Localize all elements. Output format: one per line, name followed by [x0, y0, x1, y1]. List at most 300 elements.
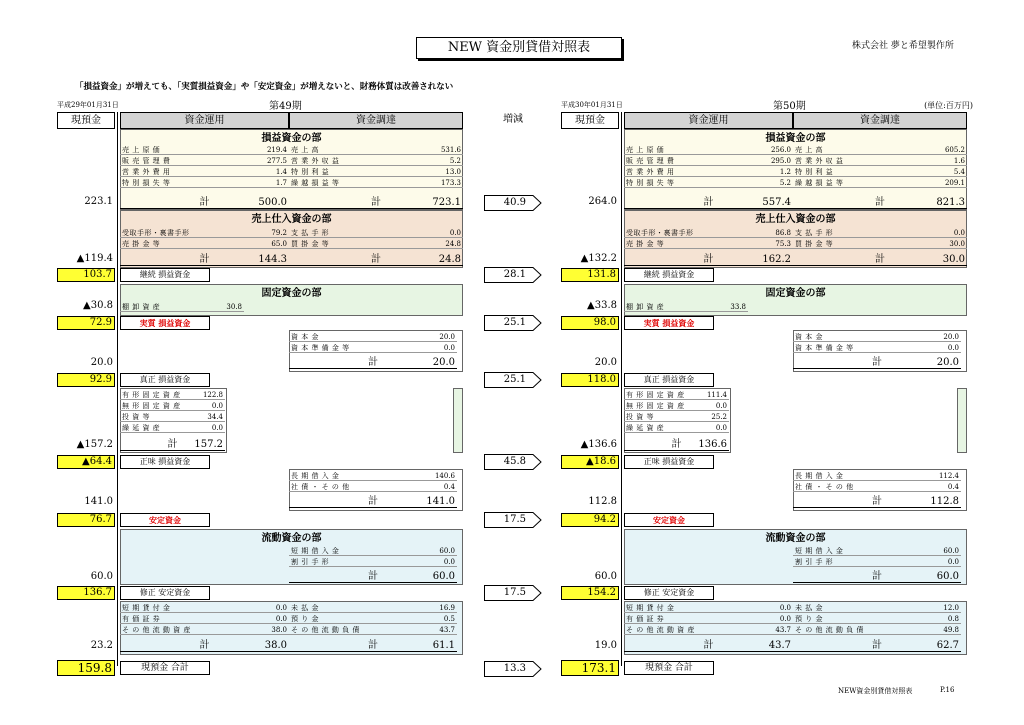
right-current1-src-total	[793, 570, 961, 583]
left-shusei-label: 修正 安定資金	[120, 586, 210, 600]
right-profit-src-3	[793, 178, 967, 188]
left-sales-src-total-label: 計	[371, 254, 381, 265]
left-longdebt-src-0-label: 長 期 借 入 金	[291, 472, 340, 480]
right-fixed-use-3-label: 繰 延 資 産	[626, 424, 665, 432]
left-current1-src-total	[289, 570, 457, 583]
change-genyokin: 13.3	[503, 663, 526, 674]
left-sales-use-0-label: 受取手形・裏書手形	[122, 229, 190, 237]
left-profit-use-3-label: 特 別 損 失 等	[122, 179, 171, 187]
left-sales-use-total-label: 計	[199, 254, 210, 265]
right-tana-value: 33.8	[730, 303, 746, 311]
left-current2-src-total-value: 61.1	[432, 640, 455, 651]
left-genyokin-label: 現預金 合計	[120, 661, 210, 675]
right-current2-src-total-label: 計	[872, 640, 882, 651]
right-fixed-use-0	[624, 390, 729, 400]
right-sales-src-0-value: 0.0	[953, 229, 965, 237]
right-profit-src-0	[793, 145, 967, 155]
right-current2-use-0-value: 0.0	[779, 604, 791, 612]
left-fixed-use-0-value: 122.8	[202, 391, 223, 399]
left-current2-src-1-label: 預 り 金	[291, 615, 319, 623]
right-profit-use-total	[624, 196, 793, 209]
right-current1-src-0	[793, 546, 961, 556]
right-current2-src-1	[793, 614, 961, 624]
right-current2-use-total	[624, 639, 793, 652]
left-profit-title: 損益資金の部	[261, 133, 322, 144]
right-tana-label: 棚 卸 資 産	[626, 303, 665, 311]
right-fixed-cash: ▲136.6	[580, 439, 617, 450]
left-antei-value: 76.7	[57, 513, 115, 527]
right-shusei-label: 修正 安定資金	[624, 586, 714, 600]
left-sales-use-total-value: 144.3	[258, 254, 287, 265]
right-tana	[624, 302, 748, 312]
right-sales-src-total-value: 30.0	[942, 254, 965, 265]
change-shinsei: 25.1	[503, 374, 526, 385]
right-sales-use-1-value: 75.3	[775, 240, 791, 248]
right-current-title: 流動資金の部	[765, 533, 826, 544]
left-capital-src-total-value: 20.0	[432, 357, 455, 368]
right-fixed-side-bar	[957, 388, 967, 453]
left-antei-label: 安定資金	[120, 513, 210, 527]
right-sales-use-1-label: 売 掛 金 等	[626, 240, 665, 248]
change-jisshitsu: 25.1	[503, 317, 526, 328]
right-sales-src-1	[793, 239, 967, 249]
left-profit-use-2-value: 1.4	[275, 168, 287, 176]
left-sales-use-1	[120, 239, 289, 249]
right-sales-use-1	[624, 239, 793, 249]
page-title: NEW 資金別貸借対照表	[416, 37, 622, 59]
right-antei-value: 94.2	[561, 513, 619, 527]
left-current2-use-0	[120, 603, 289, 613]
left-fixed-use-2-value: 34.4	[207, 413, 223, 421]
left-current2-src-2	[289, 625, 457, 635]
right-longdebt-cash: 112.8	[588, 496, 617, 507]
right-fixed-use-1-label: 無 形 固 定 資 産	[626, 402, 685, 410]
left-profit-src-2	[289, 167, 463, 177]
left-profit-src-3-label: 繰 越 損 益 等	[291, 179, 340, 187]
change-shusei: 17.5	[503, 587, 526, 598]
right-profit-src-0-label: 売 上 高	[795, 146, 823, 154]
right-fixed-title: 固定資金の部	[765, 288, 826, 299]
left-fixed-use-3-label: 繰 延 資 産	[122, 424, 161, 432]
left-profit-use-total-label: 計	[199, 197, 210, 208]
right-current1-cash: 60.0	[594, 571, 617, 582]
right-capital-cash: 20.0	[594, 357, 617, 368]
left-profit-src-0	[289, 145, 463, 155]
unit-label: (単位:百万円)	[924, 101, 973, 110]
right-fixed-use-3-value: 0.0	[715, 424, 727, 432]
right-current2-use-1-value: 0.0	[779, 615, 791, 623]
right-current1-src-total-label: 計	[872, 571, 882, 582]
left-fixed-use-1-label: 無 形 固 定 資 産	[122, 402, 181, 410]
right-current2-use-2	[624, 625, 793, 635]
left-capital-src-1-value: 0.0	[443, 344, 455, 352]
left-current1-src-1	[289, 557, 457, 567]
header-change: 増減	[503, 114, 523, 125]
footer-name: NEW資金別貸借対照表	[838, 687, 913, 695]
left-shoumi-label: 正味 損益資金	[120, 455, 210, 469]
right-profit-use-total-value: 557.4	[762, 197, 791, 208]
left-longdebt-src-0	[289, 471, 457, 481]
right-fixed-use-3	[624, 423, 729, 433]
right-current2-src-0	[793, 603, 961, 613]
right-capital-src-total-value: 20.0	[936, 357, 959, 368]
left-period: 第49期	[269, 101, 302, 112]
left-sales-use-0	[120, 228, 289, 238]
right-current1-src-0-value: 60.0	[943, 547, 959, 555]
right-date: 平成30年01月31日	[561, 101, 623, 109]
right-current2-src-0-value: 12.0	[943, 604, 959, 612]
right-current2-use-2-value: 43.7	[775, 626, 791, 634]
right-capital-src-1-value: 0.0	[947, 344, 959, 352]
right-fixed-use-2-label: 投 資 等	[626, 413, 654, 421]
left-fixed-use-1	[120, 401, 225, 411]
right-current2-src-2	[793, 625, 961, 635]
left-profit-use-1-value: 277.5	[266, 157, 287, 165]
left-current2-use-0-value: 0.0	[275, 604, 287, 612]
right-header-source: 資金調達	[793, 112, 967, 129]
left-fixed-use-total-value: 157.2	[194, 439, 223, 450]
left-profit-src-3-value: 173.3	[440, 179, 461, 187]
left-fixed-use-2-label: 投 資 等	[122, 413, 150, 421]
right-longdebt-src-total	[793, 495, 961, 508]
left-current2-src-total	[289, 639, 457, 652]
left-current2-src-0-value: 16.9	[439, 604, 455, 612]
left-profit-src-2-label: 特 別 利 益	[291, 168, 330, 176]
right-capital-src-total	[793, 356, 961, 369]
right-genyokin-value: 173.1	[561, 660, 619, 676]
right-tana-cash: ▲33.8	[587, 300, 617, 311]
right-profit-use-1	[624, 156, 793, 166]
left-fixed-title: 固定資金の部	[261, 288, 322, 299]
right-fixed-use-0-value: 111.4	[706, 391, 727, 399]
right-longdebt-src-total-label: 計	[872, 496, 882, 507]
right-jisshitsu-value: 98.0	[561, 316, 619, 330]
left-keizoku-value: 103.7	[57, 268, 115, 282]
right-capital-src-0-value: 20.0	[943, 333, 959, 341]
right-header-use: 資金運用	[624, 112, 793, 129]
left-current2-use-2	[120, 625, 289, 635]
left-capital-src-total-label: 計	[368, 357, 378, 368]
right-profit-use-3-value: 5.2	[779, 179, 791, 187]
left-fixed-use-total	[120, 438, 225, 451]
left-current2-src-0-label: 未 払 金	[291, 604, 319, 612]
right-longdebt-src-1	[793, 482, 961, 492]
right-capital-src-1	[793, 343, 961, 353]
left-fixed-use-0	[120, 390, 225, 400]
note-text: 「損益資金」が増えても、「実質損益資金」や「安定資金」が増えないと、財務体質は改善されない	[75, 82, 454, 92]
left-profit-src-2-value: 13.0	[445, 168, 461, 176]
left-current1-src-0-value: 60.0	[439, 547, 455, 555]
right-fixed-use-1	[624, 401, 729, 411]
right-shoumi-value: ▲18.6	[561, 455, 619, 469]
right-keizoku-label: 継続 損益資金	[624, 268, 714, 282]
left-current2-src-1	[289, 614, 457, 624]
left-shinsei-value: 92.9	[57, 373, 115, 387]
right-profit-use-3	[624, 178, 793, 188]
right-sales-use-0-label: 受取手形・裏書手形	[626, 229, 694, 237]
right-current2-use-0-label: 短 期 貸 付 金	[626, 604, 675, 612]
left-capital-src-1	[289, 343, 457, 353]
right-profit-src-2-label: 特 別 利 益	[795, 168, 834, 176]
right-shinsei-value: 118.0	[561, 373, 619, 387]
right-antei-label: 安定資金	[624, 513, 714, 527]
left-fixed-use-1-value: 0.0	[211, 402, 223, 410]
change-antei: 17.5	[503, 514, 526, 525]
left-tana-value: 30.8	[226, 303, 242, 311]
left-longdebt-src-1-value: 0.4	[443, 483, 455, 491]
left-capital-cash: 20.0	[90, 357, 113, 368]
left-current2-use-total-value: 38.0	[264, 640, 287, 651]
left-profit-src-1	[289, 156, 463, 166]
right-sales-src-0	[793, 228, 967, 238]
left-profit-src-0-value: 531.6	[440, 146, 461, 154]
left-profit-use-total-value: 500.0	[258, 197, 287, 208]
right-sales-src-total-label: 計	[875, 254, 885, 265]
right-current2-use-total-label: 計	[703, 640, 714, 651]
left-divider	[117, 112, 118, 666]
left-header-source: 資金調達	[289, 112, 463, 129]
right-current2-src-2-label: そ の 他 流 動 負 債	[795, 626, 864, 634]
right-fixed-use-total-label: 計	[671, 439, 682, 450]
left-fixed-use-3	[120, 423, 225, 433]
left-current2-src-2-value: 43.7	[439, 626, 455, 634]
left-fixed-use-0-label: 有 形 固 定 資 産	[122, 391, 181, 399]
right-shoumi-label: 正味 損益資金	[624, 455, 714, 469]
left-current2-use-total	[120, 639, 289, 652]
right-longdebt-src-1-label: 社 債 ・ そ の 他	[795, 483, 854, 491]
left-header-use: 資金運用	[120, 112, 289, 129]
right-profit-use-2	[624, 167, 793, 177]
right-profit-title: 損益資金の部	[765, 133, 826, 144]
right-sales-cash: ▲132.2	[580, 253, 617, 264]
right-divider	[621, 112, 622, 666]
left-longdebt-src-total	[289, 495, 457, 508]
left-current-title: 流動資金の部	[261, 533, 322, 544]
left-sales-src-total	[289, 253, 463, 266]
right-profit-src-total-label: 計	[875, 197, 885, 208]
left-shoumi-value: ▲64.4	[57, 455, 115, 469]
left-profit-src-total-value: 723.1	[432, 197, 461, 208]
right-profit-use-total-label: 計	[703, 197, 714, 208]
left-profit-use-1-label: 販 売 管 理 費	[122, 157, 171, 165]
right-profit-use-3-label: 特 別 損 失 等	[626, 179, 675, 187]
right-profit-use-2-value: 1.2	[779, 168, 791, 176]
left-fixed-side-bar	[453, 388, 463, 453]
left-current2-use-0-label: 短 期 貸 付 金	[122, 604, 171, 612]
left-capital-src-0-value: 20.0	[439, 333, 455, 341]
right-shusei-value: 154.2	[561, 586, 619, 600]
footer-page: P.16	[940, 686, 955, 694]
left-current1-src-1-value: 0.0	[443, 558, 455, 566]
right-profit-src-3-label: 繰 越 損 益 等	[795, 179, 844, 187]
right-sales-src-1-value: 30.0	[949, 240, 965, 248]
left-current2-src-total-label: 計	[368, 640, 378, 651]
right-profit-use-1-value: 295.0	[770, 157, 791, 165]
right-profit-use-1-label: 販 売 管 理 費	[626, 157, 675, 165]
right-fixed-use-total	[624, 438, 729, 451]
right-current1-src-0-label: 短 期 借 入 金	[795, 547, 844, 555]
right-current2-src-2-value: 49.8	[943, 626, 959, 634]
right-current2-src-1-label: 預 り 金	[795, 615, 823, 623]
left-capital-src-0-label: 資 本 金	[291, 333, 319, 341]
left-fixed-cash: ▲157.2	[76, 439, 113, 450]
left-tana	[120, 302, 244, 312]
right-profit-src-3-value: 209.1	[944, 179, 965, 187]
right-profit-src-2	[793, 167, 967, 177]
left-fixed-use-3-value: 0.0	[211, 424, 223, 432]
right-jisshitsu-label: 実質 損益資金	[624, 316, 714, 330]
left-profit-use-2	[120, 167, 289, 177]
right-current2-use-2-label: そ の 他 流 動 資 産	[626, 626, 695, 634]
left-sales-src-0	[289, 228, 463, 238]
right-profit-src-1-value: 1.6	[953, 157, 965, 165]
change-keizoku: 28.1	[503, 269, 526, 280]
left-sales-src-total-value: 24.8	[438, 254, 461, 265]
right-current2-use-0	[624, 603, 793, 613]
left-jisshitsu-label: 実質 損益資金	[120, 316, 210, 330]
right-longdebt-src-0-label: 長 期 借 入 金	[795, 472, 844, 480]
left-sales-src-0-label: 支 払 手 形	[291, 229, 330, 237]
left-sales-cash: ▲119.4	[76, 253, 113, 264]
left-sales-src-1	[289, 239, 463, 249]
left-profit-use-3	[120, 178, 289, 188]
right-current1-src-1-value: 0.0	[947, 558, 959, 566]
left-keizoku-label: 継続 損益資金	[120, 268, 210, 282]
left-profit-use-3-value: 1.7	[275, 179, 287, 187]
right-current2-src-total	[793, 639, 961, 652]
left-sales-use-0-value: 79.2	[271, 229, 287, 237]
left-jisshitsu-value: 72.9	[57, 316, 115, 330]
left-sales-use-1-value: 65.0	[271, 240, 287, 248]
right-profit-use-2-label: 営 業 外 費 用	[626, 168, 675, 176]
left-current2-use-2-label: そ の 他 流 動 資 産	[122, 626, 191, 634]
left-longdebt-src-1-label: 社 債 ・ そ の 他	[291, 483, 350, 491]
right-profit-src-1	[793, 156, 967, 166]
right-fixed-use-total-value: 136.6	[698, 439, 727, 450]
right-sales-src-1-label: 買 掛 金 等	[795, 240, 834, 248]
left-current2-use-1-value: 0.0	[275, 615, 287, 623]
left-shusei-value: 136.7	[57, 586, 115, 600]
right-longdebt-src-0-value: 112.4	[938, 472, 959, 480]
left-profit-src-0-label: 売 上 高	[291, 146, 319, 154]
left-current2-src-1-value: 0.5	[443, 615, 455, 623]
left-current1-src-1-label: 割 引 手 形	[291, 558, 330, 566]
left-date: 平成29年01月31日	[57, 101, 119, 109]
left-profit-use-0-label: 売 上 原 価	[122, 146, 161, 154]
left-sales-use-1-label: 売 掛 金 等	[122, 240, 161, 248]
left-fixed-use-total-label: 計	[167, 439, 178, 450]
right-current2-use-total-value: 43.7	[768, 640, 791, 651]
left-profit-use-1	[120, 156, 289, 166]
left-shinsei-label: 真正 損益資金	[120, 373, 210, 387]
left-profit-src-total-label: 計	[371, 197, 381, 208]
right-current2-src-1-value: 0.8	[947, 615, 959, 623]
left-current1-src-total-value: 60.0	[432, 571, 455, 582]
left-tana-label: 棚 卸 資 産	[122, 303, 161, 311]
left-current1-src-0-label: 短 期 借 入 金	[291, 547, 340, 555]
right-longdebt-src-total-value: 112.8	[930, 496, 959, 507]
left-fixed-use-2	[120, 412, 225, 422]
right-fixed-use-1-value: 0.0	[715, 402, 727, 410]
left-longdebt-src-1	[289, 482, 457, 492]
left-current2-use-1-label: 有 価 証 券	[122, 615, 161, 623]
company-name: 株式会社 夢と希望製作所	[852, 41, 954, 51]
right-shinsei-label: 真正 損益資金	[624, 373, 714, 387]
left-profit-src-total	[289, 196, 463, 209]
left-profit-use-total	[120, 196, 289, 209]
left-current2-use-2-value: 38.0	[271, 626, 287, 634]
right-current1-src-total-value: 60.0	[936, 571, 959, 582]
left-longdebt-cash: 141.0	[84, 496, 113, 507]
left-profit-use-0	[120, 145, 289, 155]
right-profit-use-0-value: 256.0	[770, 146, 791, 154]
left-current2-use-total-label: 計	[199, 640, 210, 651]
right-sales-use-total-label: 計	[703, 254, 714, 265]
left-current2-src-0	[289, 603, 457, 613]
left-profit-cash: 223.1	[84, 196, 113, 207]
right-fixed-use-0-label: 有 形 固 定 資 産	[626, 391, 685, 399]
right-longdebt-src-1-value: 0.4	[947, 483, 959, 491]
change-profit: 40.9	[503, 197, 526, 208]
left-profit-src-1-label: 営 業 外 収 益	[291, 157, 340, 165]
left-genyokin-value: 159.8	[57, 660, 115, 676]
change-shoumi: 45.8	[503, 456, 526, 467]
right-sales-src-0-label: 支 払 手 形	[795, 229, 834, 237]
right-current2-cash: 19.0	[594, 640, 617, 651]
left-capital-src-0	[289, 332, 457, 342]
right-fixed-use-2-value: 25.2	[711, 413, 727, 421]
right-profit-cash: 264.0	[588, 196, 617, 207]
left-sales-use-total	[120, 253, 289, 266]
right-current2-use-1-label: 有 価 証 券	[626, 615, 665, 623]
right-fixed-use-2	[624, 412, 729, 422]
right-sales-title: 売上仕入資金の部	[755, 214, 836, 225]
right-capital-src-0-label: 資 本 金	[795, 333, 823, 341]
right-sales-use-0	[624, 228, 793, 238]
right-capital-src-1-label: 資 本 準 備 金 等	[795, 344, 854, 352]
right-current1-src-1-label: 割 引 手 形	[795, 558, 834, 566]
right-profit-src-total-value: 821.3	[936, 197, 965, 208]
left-profit-src-3	[289, 178, 463, 188]
left-sales-title: 売上仕入資金の部	[251, 214, 332, 225]
left-longdebt-src-0-value: 140.6	[434, 472, 455, 480]
left-current1-cash: 60.0	[90, 571, 113, 582]
left-current1-src-0	[289, 546, 457, 556]
right-current2-src-total-value: 62.7	[936, 640, 959, 651]
right-current2-use-1	[624, 614, 793, 624]
right-current2-src-0-label: 未 払 金	[795, 604, 823, 612]
right-sales-use-total	[624, 253, 793, 266]
left-longdebt-src-total-label: 計	[368, 496, 378, 507]
right-longdebt-src-0	[793, 471, 961, 481]
right-profit-src-total	[793, 196, 967, 209]
right-profit-use-0-label: 売 上 原 価	[626, 146, 665, 154]
left-sales-src-1-value: 24.8	[445, 240, 461, 248]
left-profit-src-1-value: 5.2	[449, 157, 461, 165]
right-profit-use-0	[624, 145, 793, 155]
right-current1-src-1	[793, 557, 961, 567]
right-period: 第50期	[773, 101, 806, 112]
right-sales-use-0-value: 86.8	[775, 229, 791, 237]
right-capital-src-total-label: 計	[872, 357, 882, 368]
right-keizoku-value: 131.8	[561, 268, 619, 282]
left-sales-src-0-value: 0.0	[449, 229, 461, 237]
right-sales-use-total-value: 162.2	[762, 254, 791, 265]
left-longdebt-src-total-value: 141.0	[426, 496, 455, 507]
left-current2-cash: 23.2	[90, 640, 113, 651]
right-profit-src-1-label: 営 業 外 収 益	[795, 157, 844, 165]
left-current1-src-total-label: 計	[368, 571, 378, 582]
